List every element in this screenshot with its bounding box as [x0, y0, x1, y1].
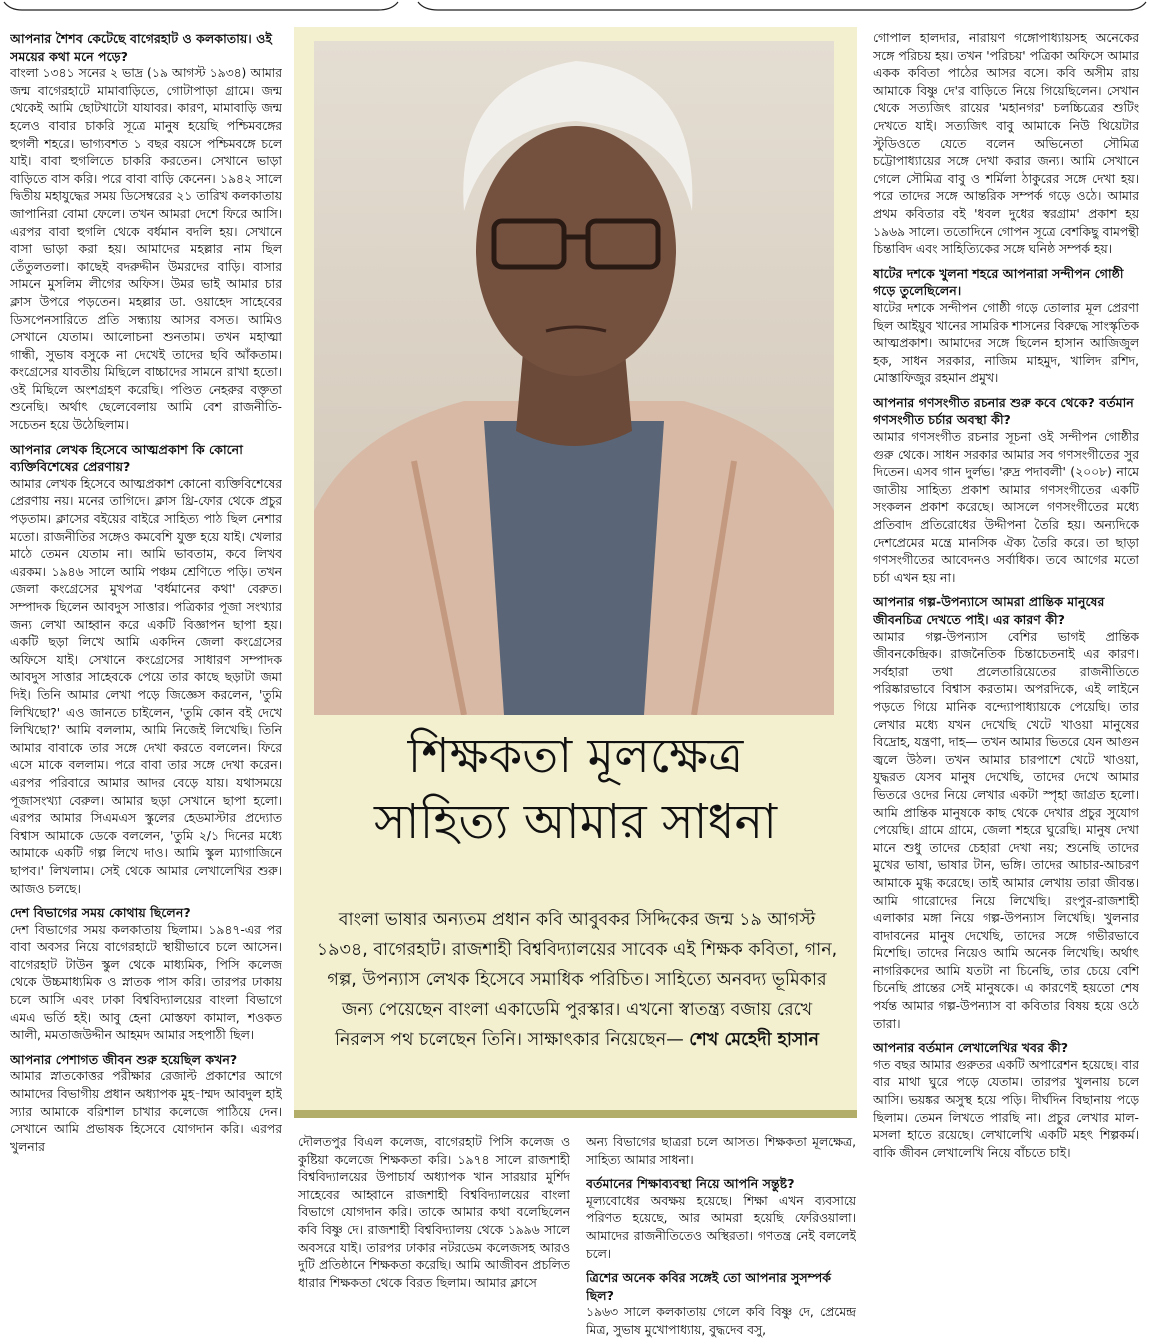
intro-body: বাংলা ভাষার অন্যতম প্রধান কবি আবুবকর সিদ্দিকের জন্ম ১৯ আগস্ট ১৯৩৪, বাগেরহাট। রাজশাহী বিশ্ববিদ্যালয়ের সাবেক এই শিক্ষক কবিতা, গান, গল্প, উপন্যাস লেখক হিসেবে সমাধিক পরিচিত। সাহিত্যে অনবদ্য ভূমিকার জন্য পেয়েছেন বাংলা একাডেমি পুরস্কার। এখনো স্বাতন্ত্র্য বজায় রেখে নিরলস পথ চলেছেন তিনি। সাক্ষাৎকার নিয়েছেন—: [316, 910, 838, 1050]
answer-paragraph: অন্য বিভাগের ছাত্ররা চলে আসত। শিক্ষকতা মূলক্ষেত্র, সাহিত্য আমার সাধনা।: [586, 1135, 856, 1167]
portrait-illustration: [314, 41, 834, 715]
answer-paragraph: গোপাল হালদার, নারায়ণ গঙ্গোপাধ্যায়সহ অনেকের সঙ্গে পরিচয় হয়। তখন 'পরিচয়' পত্রিকা অফিসে আমার একক কবিতা পাঠের আসর বসে। কবি অসীম রায় আমাকে বিষ্ণু দে'র বাড়িতে নিয়ে গিয়েছিলেন। সেখান থেকে সত্যজিৎ রায়ের 'মহানগর' চলচ্চিত্রের শুটিং দেখতে যাই। সত্যজিৎ বাবু আমাকে নিউ থিয়েটার স্টুডিওতে যেতে বলেন অভিনেতা সৌমিত্র চট্টোপাধ্যায়ের সঙ্গে দেখা করার জন্য। আমি সেখানে গেলে সৌমিত্র বাবু ও শর্মিলা ঠাকুরের সঙ্গে দেখা হয়। পরে তাদের সঙ্গে আন্তরিক সম্পর্ক গড়ে ওঠে। আমার প্রথম কবিতার বই 'ধবল দুধের স্বরগ্রাম' প্রকাশ হয় ১৯৬৯ সালে। ততোদিনে গোপন সূত্রে বেশকিছু বামপন্থী চিন্তাবিদ এবং সাহিত্যিকের সঙ্গে ঘনিষ্ঠ সম্পর্ক হয়।: [873, 31, 1139, 257]
question-heading: আপনার গল্প-উপন্যাসে আমরা প্রান্তিক মানুষের জীবনচিত্র দেখতে পাই। এর কারণ কী?: [873, 594, 1105, 627]
answer-paragraph: আমার গণসংগীত রচনার সূচনা ওই সন্দীপন গোষ্ঠীর গুরু থেকে। সাধন সরকার আমার সব গণসংগীতের সুর দিতেন। এসব গান দুর্লভ। 'রুদ্র পদাবলী' (২০০৮) নামে জাতীয় সাহিত্য প্রকাশ আমার গণসংগীতের একটি সংকলন প্রকাশ করেছে। আসলে গণসংগীতের মধ্যে প্রতিবাদ প্রতিরোধের উদ্দীপনা তৈরি হয়। অন্যদিকে দেশপ্রেমের মন্ত্রে মানসিক ঐক্য তৈরি করে। তা ছাড়া গণসংগীতের আবেদনও সর্বাধিক। তবে আগের মতো চর্চা এখন হয় না।: [873, 430, 1139, 585]
answer-paragraph: বাংলা ১৩৪১ সনের ২ ভাদ্র (১৯ আগস্ট ১৯৩৪) আমার জন্ম বাগেরহাটে মামাবাড়িতে, গোটাপাড়া গ্রামে। জন্ম থেকেই আমি ছোটখাটো যাযাবর। কারণ, মামাবাড়ি জন্ম হলেও বাবার চাকরি সূত্রে মানুষ হয়েছি পশ্চিমবঙ্গের হুগলী শহরে। ভাগ্যবশত ১ বছর বয়সে পশ্চিমবঙ্গে চলে যাই। বাবা হুগলিতে চাকরি করতেন। সেখানে ভাড়া বাড়িতে বাস করি। পরে বাবা বাড়ি কেনেন। ১৯৪২ সালে দ্বিতীয় মহাযুদ্ধের সময় ডিসেম্বরের ২১ তারিখ কলকাতায় জাপানিরা বোমা ফেলে। তখন আমরা দেশে ফিরে আসি। এরপর বাবা হুগলি থেকে বর্ধমান বদলি হয়। সেখানে বাসা ভাড়া করা হয়। আমাদের মহল্লার নাম ছিল তেঁতুলতলা। কাছেই বদরুদ্দীন উমরদের বাড়ি। বাসার সামনে মুসলিম লীগের অফিস। উমর ভাই আমার চার ক্লাস উপরে পড়তেন। মহল্লার ডা. ওয়াহেদ সাহেবের ডিসপেনসারিতে প্রতি সন্ধ্যায় আসর বসত। আমিও সেখানে যেতাম। আলোচনা শুনতাম। তখন মহাত্মা গান্ধী, সুভাষ বসুকে না দেখেই তাদের ছবি আঁকতাম। কংগ্রেসের যাবতীয় মিছিলে বাচ্চাদের সামনে রাখা হতো। ওই মিছিলে অংশগ্রহণ করেছি। পণ্ডিত নেহরুর বক্তৃতা শুনেছি। অর্থাৎ ছেলেবেলায় আমি বেশ রাজনীতি-সচেতন হয়ে উঠেছিলাম।: [10, 66, 282, 433]
answer-paragraph: আমার লেখক হিসেবে আত্মপ্রকাশ কোনো ব্যক্তিবিশেষের প্রেরণায় নয়। মনের তাগিদে। ক্লাস থ্রি-ফোর থেকে প্রচুর পড়তাম। ক্লাসের বইয়ের বাইরে সাহিত্য পাঠ ছিল নেশার মতো। রাজনীতির সঙ্গেও কমবেশি যুক্ত হয়ে যাই। খেলার মাঠে তেমন যেতাম না। আমি ভাবতাম, কবে লিখব এরকম। ১৯৪৬ সালে আমি পঞ্চম শ্রেণিতে পড়ি। তখন জেলা কংগ্রেসের মুখপত্র 'বর্ধমানের কথা' বেরুত। সম্পাদক ছিলেন আবদুস সাত্তার। পত্রিকার পূজা সংখ্যার জন্য লেখা আহ্বান করে একটি বিজ্ঞাপন ছাপা হয়। একটি ছড়া লিখে আমি একদিন জেলা কংগ্রেসের অফিসে যাই। সেখানে কংগ্রেসের সাধারণ সম্পাদক আবদুস সাত্তার সাহেবকে পেয়ে তার কাছে ছড়াটা জমা দিই। তিনি আমার লেখা পড়ে জিজ্ঞেস করলেন, 'তুমি লিখিছো?' এও জানতে চাইলেন, 'তুমি কোন বই দেখে লিখিছো?' আমি বললাম, আমি নিজেই লিখেছি। তিনি আমার বাবাকে তার সঙ্গে দেখা করতে বললেন। ফিরে এসে মাকে বললাম। পরে বাবা তার সঙ্গে দেখা করেন। এরপর পরিবারে আমার আদর বেড়ে যায়। যথাসময়ে পূজাসংখ্যা বেরুল। আমার ছড়া সেখানে ছাপা হলো। এরপর আমার সিএমএস স্কুলের হেডমাস্টার প্রদ্যোত বিশ্বাস আমাকে ডেকে বললেন, 'তুমি ২/১ দিনের মধ্যে আমাকে একটি গল্প লিখে দাও। আমি স্কুল ম্যাগাজিনে ছাপব।' লিখলাম। সেই থেকে আমার লেখালেখির শুরু। আজও চলছে।: [10, 476, 282, 896]
feature-bottom-rule: [294, 1110, 857, 1118]
top-frame-rule: [0, 0, 1149, 14]
question-heading: ত্রিশের অনেক কবির সঙ্গেই তো আপনার সুসম্পর্ক ছিল?: [586, 1270, 832, 1303]
headline-line-2: সাহিত্য আমার সাধনা: [373, 794, 778, 850]
intro-byline: শেখ মেহেদী হাসান: [689, 1030, 820, 1050]
question-heading: আপনার পেশাগত জীবন শুরু হয়েছিল কখন?: [10, 1051, 238, 1067]
question-heading: আপনার বর্তমান লেখালেখির খবর কী?: [873, 1040, 1069, 1056]
intro-text: [316, 905, 838, 1055]
left-column: [10, 30, 282, 1342]
right-column: [873, 30, 1139, 1342]
answer-paragraph: আমার গল্প-উপন্যাস বেশির ভাগই প্রান্তিক জীবনকেন্দ্রিক। রাজনৈতিক চিন্তাচেতনাই এর কারণ। সর্বহারা তথা প্রলেতারিয়েতের রাজনীতিতে পরিষ্কারভাবে বিশ্বাস করতাম। অপরদিকে, এই লাইনে পড়তে গিয়ে মানিক বন্দ্যোপাধ্যায়কে পেয়েছি। তার লেখার মধ্যে যখন দেখেছি খেটে খাওয়া মানুষের বিদ্রোহ, যন্ত্রণা, দাহ— তখন আমার ভিতরে যেন আগুন জ্বলে উঠল। তখন আমার চারপাশে খেটে খাওয়া, যুদ্ধরত যেসব মানুষ দেখেছি, তাদের দেখে আমার ভিতরে ওদের নিয়ে লেখার একটা স্পৃহা জাগ্রত হলো। আমি প্রান্তিক মানুষকে কাছ থেকে দেখার প্রচুর সুযোগ পেয়েছি। গ্রামে গ্রামে, জেলা শহরে ঘুরেছি। মানুষ দেখা মানে শুধু তাদের চেহারা দেখা নয়; শুনেছি তাদের মুখের ভাষা, ভাষার টান, ভঙ্গি। তাদের আচার-আচরণ আমাকে মুগ্ধ করেছে। তাই আমার লেখায় তারা জীবন্ত। আমি গারোদের নিয়ে লিখেছি। রংপুর-রাজশাহী এলাকার মঙ্গা নিয়ে গল্প-উপন্যাস লিখেছি। খুলনার বাদাবনের মানুষ দেখেছি, তাদের সঙ্গে গভীরভাবে মিশেছি। তাদের নিয়েও আমি অনেক লিখেছি। অর্থাৎ নাগরিকদের আমি যতটা না চিনেছি, তার চেয়ে বেশি চিনেছি প্রান্তের সেই মানুষকে। এ কারণেই হয়তো শেষ পর্যন্ত আমার গল্প-উপন্যাস বা কবিতার বিষয় হয়ে ওঠে তারা।: [873, 629, 1139, 1031]
feature-box: [294, 27, 857, 1117]
answer-paragraph: আমার স্নাতকোত্তর পরীক্ষার রেজাল্ট প্রকাশের আগে আমাদের বিভাগীয় প্রধান অধ্যাপক মুহ-াম্মদ আবদুল হাই স্যার আমাকে বরিশাল চাখার কলেজে পাঠিয়ে দেন। সেখানে আমি প্রভাষক হিসেবে যোগদান করি। এরপর খুলনার: [10, 1069, 282, 1154]
bottom-column-b: [586, 1134, 856, 1342]
answer-paragraph: দেশ বিভাগের সময় কলকাতায় ছিলাম। ১৯৪৭-এর পর বাবা অবসর নিয়ে বাগেরহাটে স্থায়ীভাবে চলে আসেন। বাগেরহাট টাউন স্কুল থেকে মাধ্যমিক, পিসি কলেজ থেকে উচ্চমাধ্যমিক ও স্নাতক পাস করি। তারপর ঢাকায় চলে আসি এবং ঢাকা বিশ্ববিদ্যালয়ের বাংলা বিভাগে এমএ ভর্তি হই। আবু হেনা মোস্তফা কামাল, শওকত আলী, মমতাজউদ্দীন আহমদ আমার সহপাঠী ছিল।: [10, 922, 282, 1043]
portrait-photo: [314, 41, 834, 715]
answer-paragraph: ১৯৬৩ সালে কলকাতায় গেলে কবি বিষ্ণু দে, প্রেমেন্দ্র মিত্র, সুভাষ মুখোপাধ্যায়, বুদ্ধদেব বসু,: [586, 1305, 856, 1337]
question-heading: আপনার লেখক হিসেবে আত্মপ্রকাশ কি কোনো ব্যক্তিবিশেষের প্রেরণায়?: [10, 441, 243, 475]
headline: [294, 723, 857, 855]
question-heading: ষাটের দশকে খুলনা শহরে আপনারা সন্দীপন গোষ্ঠী গড়ে তুলেছিলেন।: [873, 265, 1124, 299]
answer-paragraph: মূল্যবোধের অবক্ষয় হয়েছে। শিক্ষা এখন ব্যবসায়ে পরিণত হয়েছে, আর আমরা হয়েছি ফেরিওয়ালা। আমাদের রাজনীতিতেও অস্থিরতা। গণতন্ত্র নেই বললেই চলে।: [586, 1193, 856, 1261]
question-heading: বর্তমানের শিক্ষাব্যবস্থা নিয়ে আপনি সন্তুষ্ট?: [586, 1176, 795, 1192]
question-heading: আপনার গণসংগীত রচনার শুরু কবে থেকে? বর্তমান গণসংগীত চর্চার অবস্থা কী?: [873, 394, 1134, 428]
headline-line-1: শিক্ষকতা মূলক্ষেত্র: [407, 728, 744, 784]
answer-paragraph: গত বছর আমার গুরুতর একটি অপারেশন হয়েছে। বার বার মাথা ঘুরে পড়ে যেতাম। তারপর খুলনায় চলে আসি। ভয়ঙ্কর অসুস্থ হয়ে পড়ি। দীর্ঘদিন বিছানায় পড়ে ছিলাম। তেমন লিখতে পারছি না। প্রচুর লেখার মাল-মসলা হাতে রয়েছে। লেখালেখি একটি মহৎ শিল্পকর্ম। বাকি জীবন লেখালেখি নিয়ে বাঁচতে চাই।: [873, 1057, 1139, 1160]
question-heading: আপনার শৈশব কেটেছে বাগেরহাট ও কলকাতায়। ওই সময়ের কথা মনে পড়ে?: [10, 31, 272, 64]
answer-paragraph: ষাটের দশকে সন্দীপন গোষ্ঠী গড়ে তোলার মূল প্রেরণা ছিল আইয়ুব খানের সামরিক শাসনের বিরুদ্ধে সাংস্কৃতিক আত্মপ্রকাশ। আমাদের সঙ্গে ছিলেন হাসান আজিজুল হক, সাধন সরকার, নাজিম মাহমুদ, খালিদ রশিদ, মোস্তাফিজুর রহমান প্রমুখ।: [873, 300, 1139, 386]
answer-paragraph: দৌলতপুর বিএল কলেজ, বাগেরহাট পিসি কলেজ ও কুষ্টিয়া কলেজে শিক্ষকতা করি। ১৯৭৪ সালে রাজশাহী বিশ্ববিদ্যালয়ের উপাচার্য অধ্যাপক খান সারয়ার মুর্শিদ সাহেবের আহ্বানে রাজশাহী বিশ্ববিদ্যালয়ের বাংলা বিভাগে যোগদান করি। তাকে আমার কথা বলেছিলেন কবি বিষ্ণু দে। রাজশাহী বিশ্ববিদ্যালয় থেকে ১৯৯৬ সালে অবসরে যাই। তারপর ঢাকার নটরডেম কলেজসহ আরও দুটি প্রতিষ্ঠানে শিক্ষকতা করেছি। আমি আজীবন প্রচলিত ধারার শিক্ষকতা থেকে বিরত ছিলাম। আমার ক্লাসে: [298, 1135, 570, 1290]
bottom-column-a: [298, 1134, 570, 1342]
question-heading: দেশ বিভাগের সময় কোথায় ছিলেন?: [10, 905, 191, 921]
